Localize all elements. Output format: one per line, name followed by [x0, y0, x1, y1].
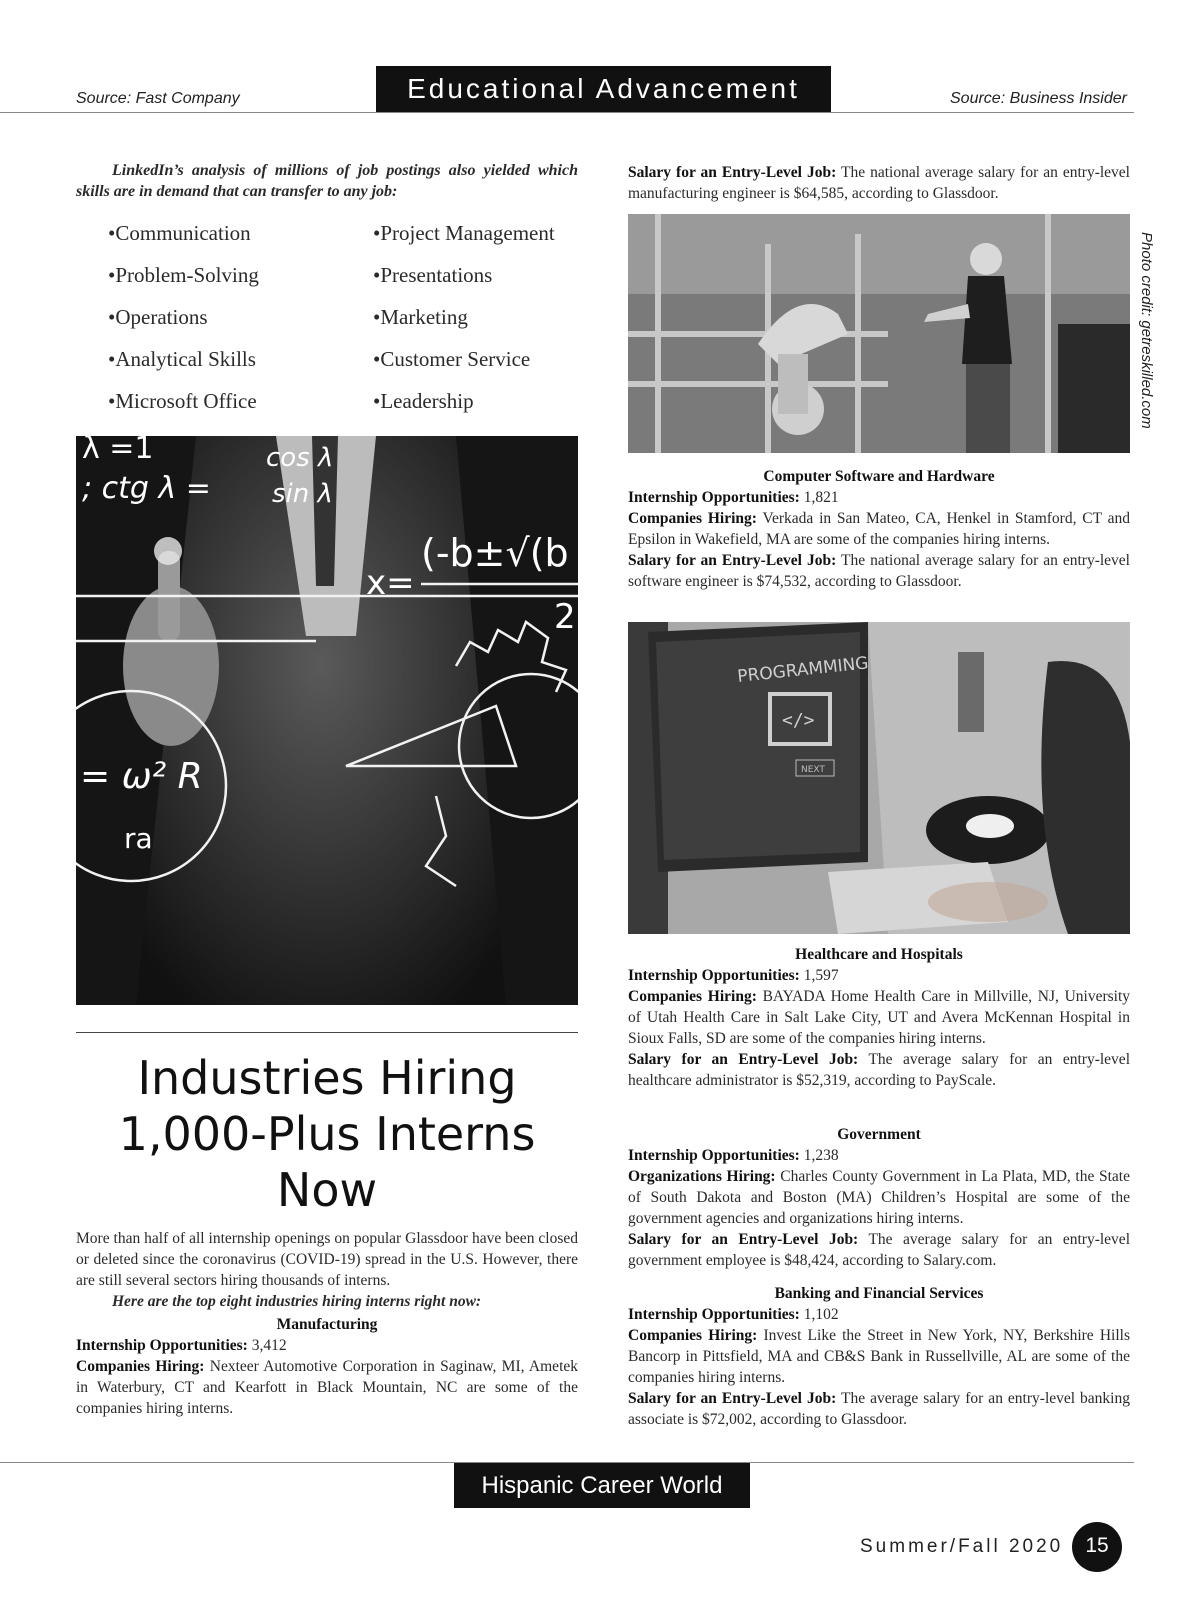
manufacturing-hiring: Companies Hiring: Nexteer Automotive Corporation in Saginaw, MI, Ametek in Waterbury, CT and Kearfott in Black Mountain, NC are some of the companies hiring interns.: [76, 1358, 579, 1417]
skill-item: •Analytical Skills: [108, 347, 256, 371]
source-right: Source: Business Insider: [950, 90, 1127, 107]
healthcare-salary: Salary for an Entry-Level Job: The average salary for an entry-level healthcare administrator is $52,319, according to PayScale.: [628, 1051, 1130, 1089]
skills-list-right: [373, 212, 555, 422]
programming-illustration: [628, 622, 1130, 934]
government-opportunities: Internship Opportunities: 1,238: [628, 1147, 839, 1164]
government-salary: Salary for an Entry-Level Job: The average salary for an entry-level government employee is $48,424, according to Salary.com.: [628, 1231, 1130, 1269]
section-title-banking: Banking and Financial Services: [774, 1285, 984, 1302]
software-salary: Salary for an Entry-Level Job: The national average salary for an entry-level software engineer is $74,532, according to Glassdoor.: [628, 552, 1130, 590]
skill-item: •Leadership: [373, 389, 474, 413]
skill-item: •Presentations: [373, 263, 493, 287]
math-text: λ =1: [82, 436, 154, 466]
skill-item: •Marketing: [373, 305, 468, 329]
skill-item: •Problem-Solving: [108, 263, 259, 287]
healthcare-opportunities: Internship Opportunities: 1,597: [628, 967, 839, 984]
healthcare-section: [628, 944, 1130, 1091]
headline-line: Industries Hiring: [137, 1051, 517, 1105]
headline-divider: [76, 1032, 578, 1033]
math-text: cos λ: [266, 443, 334, 473]
government-hiring: Organizations Hiring: Charles County Government in La Plata, MD, the State of South Dakota and Boston (MA) Children’s Hospital are some of the government agencies and organizations hiring interns.: [628, 1168, 1130, 1227]
section-title-government: Government: [837, 1126, 921, 1143]
banking-hiring: Companies Hiring: Invest Like the Street in New York, NY, Berkshire Hills Bancorp in Pittsfield, MA and CB&S Bank in Russellville, AL are some of the companies hiring interns.: [628, 1327, 1131, 1386]
math-text: sin λ: [272, 479, 333, 509]
math-gears-illustration: [76, 436, 578, 1005]
section-title-manufacturing: Manufacturing: [276, 1316, 378, 1333]
software-section: [628, 466, 1130, 592]
government-section: [628, 1124, 1130, 1271]
section-title-healthcare: Healthcare and Hospitals: [795, 946, 963, 963]
left-article-body: [76, 1228, 578, 1419]
math-text: ra: [124, 822, 153, 855]
screen-title: PROGRAMMING: [736, 653, 870, 687]
section-title-software: Computer Software and Hardware: [763, 468, 995, 485]
header-rule: [0, 112, 1134, 113]
photo-credit: Photo credit: getreskilled.com: [1138, 232, 1155, 429]
source-left: Source: Fast Company: [76, 90, 240, 107]
headline-line: 1,000-Plus Interns: [118, 1107, 536, 1161]
math-gears-photo: [76, 436, 578, 1005]
magazine-name: Hispanic Career World: [454, 1463, 750, 1508]
headline-line: Now: [276, 1163, 378, 1217]
article-headline: [76, 1050, 578, 1218]
software-hiring: Companies Hiring: Verkada in San Mateo, CA, Henkel in Stamford, CT and Epsilon in Wakefield, MA are some of the companies hiring interns.: [628, 510, 1130, 548]
page-number: 15: [1072, 1522, 1122, 1572]
article-intro: More than half of all internship openings on popular Glassdoor have been closed or deleted since the coronavirus (COVID-19) spread in the U.S. However, there are still several sectors hiring thousands of interns.: [76, 1230, 578, 1289]
skill-item: •Microsoft Office: [108, 389, 257, 413]
math-text: ; ctg λ =: [82, 471, 211, 506]
software-opportunities: Internship Opportunities: 1,821: [628, 489, 839, 506]
factory-photo: [628, 214, 1130, 453]
skill-item: •Communication: [108, 221, 251, 245]
skill-item: •Project Management: [373, 221, 555, 245]
skills-intro: LinkedIn’s analysis of millions of job postings also yielded which skills are in demand that can transfer to any job:: [76, 162, 578, 200]
math-text: 2: [554, 597, 576, 637]
section-title: Educational Advancement: [376, 66, 831, 112]
factory-illustration: [628, 214, 1130, 453]
math-text: = ω² R: [80, 756, 203, 797]
healthcare-hiring: Companies Hiring: BAYADA Home Health Care in Millville, NJ, University of Utah Health Care in Salt Lake City, UT and Avera McKennan Hospital in Sioux Falls, SD are some of the companies hiring interns.: [628, 988, 1131, 1047]
math-text: (-b±√(b: [421, 531, 569, 575]
article-lead: Here are the top eight industries hiring interns right now:: [112, 1293, 482, 1310]
banking-section: [628, 1283, 1130, 1430]
manufacturing-salary: Salary for an Entry-Level Job: The national average salary for an entry-level manufacturing engineer is $64,585, according to Glassdoor.: [628, 164, 1130, 202]
screen-button: NEXT: [801, 765, 825, 775]
banking-salary: Salary for an Entry-Level Job: The average salary for an entry-level banking associate is $72,002, according to Glassdoor.: [628, 1390, 1130, 1428]
banking-opportunities: Internship Opportunities: 1,102: [628, 1306, 839, 1323]
issue-label: Summer/Fall 2020: [860, 1536, 1064, 1557]
screen-code: </>: [782, 710, 815, 731]
manufacturing-opportunities: Internship Opportunities: 3,412: [76, 1337, 287, 1354]
skills-list-left: [108, 212, 259, 422]
skill-item: •Customer Service: [373, 347, 531, 371]
math-text: x=: [366, 563, 415, 603]
skill-item: •Operations: [108, 305, 208, 329]
programming-photo: [628, 622, 1130, 934]
